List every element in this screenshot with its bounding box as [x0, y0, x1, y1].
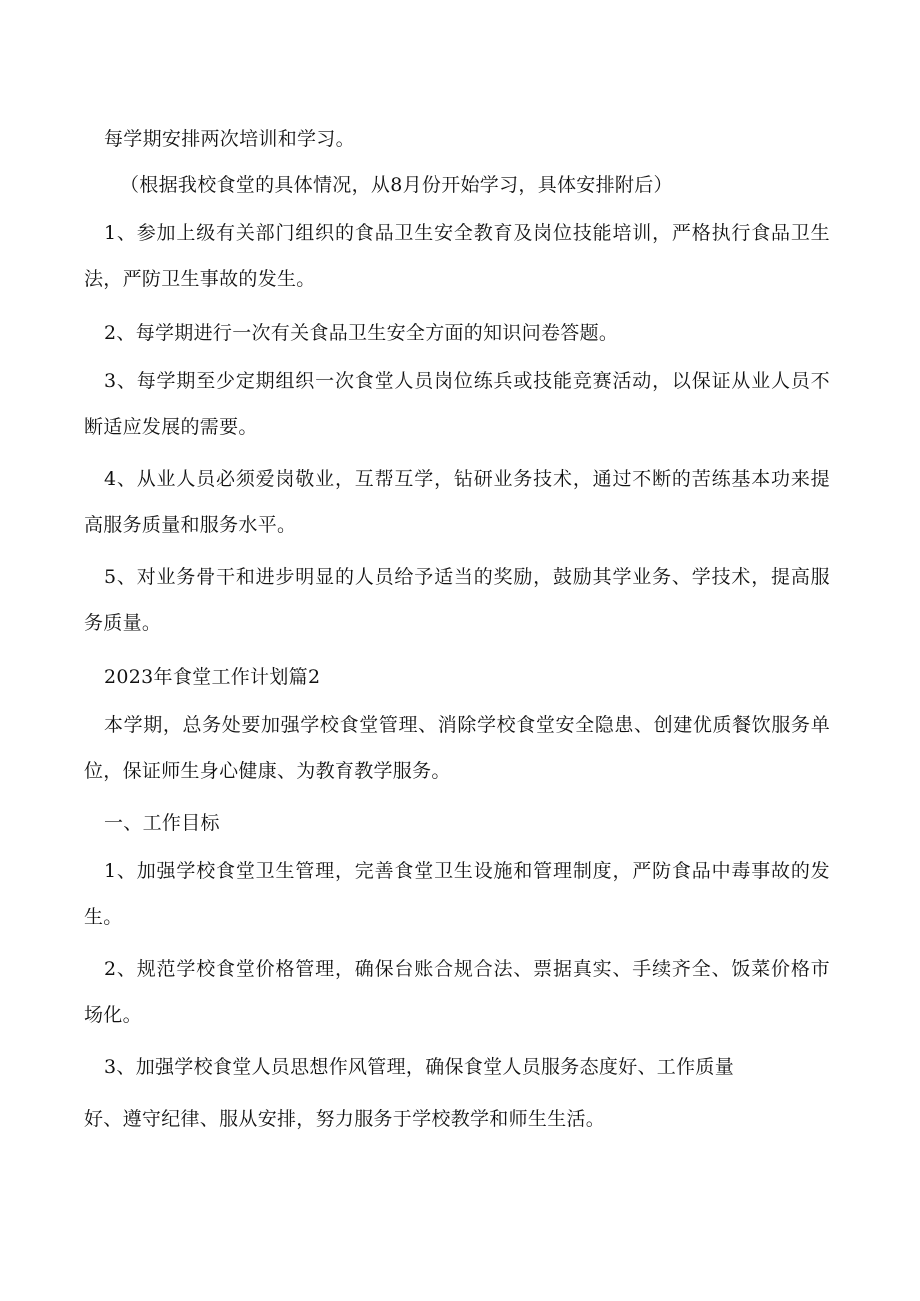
paragraph-item-3: 3、每学期至少定期组织一次食堂人员岗位练兵或技能竞赛活动，以保证从业人员不断适应发展的需要。 — [84, 370, 830, 438]
paragraph-goal-3-line-1: 3、加强学校食堂人员思想作风管理，确保食堂人员服务态度好、工作质量 — [104, 1056, 734, 1078]
paragraph-goal-2: 2、规范学校食堂价格管理，确保台账合规合法、票据真实、手续齐全、饭菜价格市场化。 — [84, 958, 830, 1026]
paragraph-item-1: 1、参加上级有关部门组织的食品卫生安全教育及岗位技能培训，严格执行食品卫生法，严防卫生事故的发生。 — [84, 222, 830, 290]
section-heading-goals: 一、工作目标 — [104, 812, 220, 834]
paragraph-schedule-note: （根据我校食堂的具体情况，从8月份开始学习，具体安排附后） — [120, 174, 673, 196]
paragraph-item-4: 4、从业人员必须爱岗敬业，互帮互学，钻研业务技术，通过不断的苦练基本功来提高服务质量和服务水平。 — [84, 468, 830, 536]
paragraph-intro: 本学期，总务处要加强学校食堂管理、消除学校食堂安全隐患、创建优质餐饮服务单位，保证师生身心健康、为教育教学服务。 — [84, 714, 830, 782]
paragraph-training-schedule: 每学期安排两次培训和学习。 — [104, 128, 355, 150]
paragraph-item-2: 2、每学期进行一次有关食品卫生安全方面的知识问卷答题。 — [104, 322, 619, 344]
section-heading-plan-2: 2023年食堂工作计划篇2 — [104, 666, 321, 688]
paragraph-item-5: 5、对业务骨干和进步明显的人员给予适当的奖励，鼓励其学业务、学技术，提高服务质量。 — [84, 566, 830, 634]
paragraph-goal-1: 1、加强学校食堂卫生管理，完善食堂卫生设施和管理制度，严防食品中毒事故的发生。 — [84, 860, 830, 928]
paragraph-goal-3-line-2: 好、遵守纪律、服从安排，努力服务于学校教学和师生生活。 — [84, 1108, 606, 1130]
